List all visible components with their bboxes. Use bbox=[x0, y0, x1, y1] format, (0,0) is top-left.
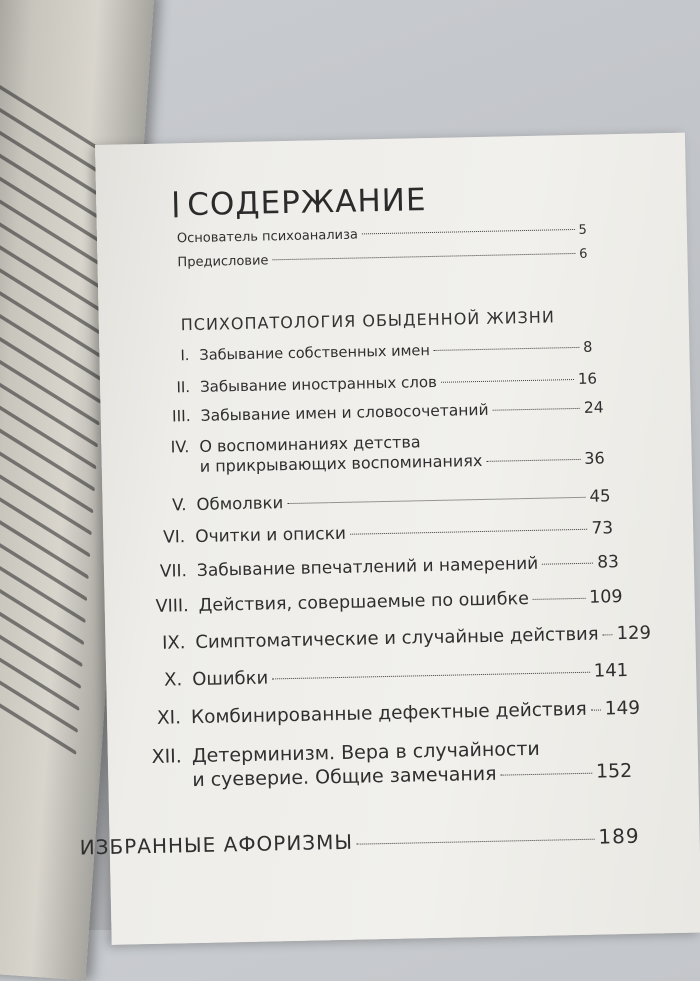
page-number: 36 bbox=[584, 448, 605, 468]
entry-title: Основатель психоанализа bbox=[176, 227, 359, 247]
entry-title: Забывание собственных имен bbox=[199, 343, 431, 364]
entry-title: Комбинированные дефектные действия bbox=[190, 698, 587, 729]
toc-chapter-entry bbox=[142, 486, 610, 515]
chapter-number: I. bbox=[180, 348, 190, 365]
page-number: 141 bbox=[593, 659, 629, 682]
entry-title: ИЗБРАННЫЕ АФОРИЗМЫ bbox=[79, 829, 354, 860]
entry-title: Забывание впечатлений и намерений bbox=[196, 553, 539, 581]
leader-dots bbox=[357, 839, 594, 845]
toc-chapter-entry bbox=[98, 736, 633, 795]
entry-title: Действия, совершаемые по ошибке bbox=[198, 589, 530, 616]
page-number: 152 bbox=[595, 759, 633, 783]
chapter-number: VII. bbox=[159, 561, 188, 582]
page-number: 149 bbox=[604, 697, 641, 720]
toc-chapter-entry bbox=[110, 660, 628, 692]
contents-page bbox=[79, 133, 700, 945]
chapter-number: II. bbox=[176, 378, 191, 397]
leader-dots bbox=[591, 710, 601, 711]
leader-dots bbox=[542, 563, 593, 565]
leader-dots bbox=[362, 229, 575, 234]
page-number: 8 bbox=[582, 339, 593, 356]
page-number: 189 bbox=[598, 823, 640, 849]
entry-title: О воспоминаниях детства bbox=[199, 432, 421, 456]
entry-title: Ошибки bbox=[191, 667, 269, 691]
page-number: 16 bbox=[577, 369, 598, 388]
leader-dots bbox=[533, 598, 585, 600]
toc-chapter-entry bbox=[156, 398, 604, 425]
toc-chapter-entry bbox=[129, 552, 619, 582]
chapter-number: V. bbox=[171, 495, 187, 515]
table-of-contents bbox=[79, 133, 700, 945]
toc-chapter-entry bbox=[115, 622, 652, 655]
leader-dots bbox=[272, 672, 590, 680]
entry-title: Обмолвки bbox=[196, 493, 284, 514]
page-heading: СОДЕРЖАНИЕ bbox=[174, 182, 427, 223]
page-number: 6 bbox=[578, 246, 588, 262]
entry-title: Симптоматические и случайные действия bbox=[195, 623, 599, 654]
toc-chapter-entry bbox=[149, 428, 605, 478]
leader-dots bbox=[434, 347, 579, 351]
toc-chapter-entry bbox=[103, 697, 641, 730]
page-number: 73 bbox=[591, 518, 614, 539]
chapter-number: XI. bbox=[156, 707, 182, 729]
chapter-number: IV. bbox=[170, 437, 190, 457]
leader-dots bbox=[493, 408, 580, 411]
leader-dots bbox=[350, 529, 588, 535]
toc-front-entry bbox=[177, 247, 587, 271]
chapter-number: IX. bbox=[161, 632, 186, 654]
leader-dots bbox=[486, 459, 580, 462]
section-title: ПСИХОПАТОЛОГИЯ ОБЫДЕННОЙ ЖИЗНИ bbox=[180, 307, 555, 335]
entry-title: Очитки и описки bbox=[195, 523, 347, 547]
page-number: 5 bbox=[578, 222, 588, 238]
toc-front-entry bbox=[177, 223, 587, 247]
page-number: 24 bbox=[583, 398, 604, 417]
chapter-number: XII. bbox=[151, 745, 183, 768]
page-number: 83 bbox=[597, 552, 620, 573]
leader-dots bbox=[501, 772, 592, 775]
leader-dots bbox=[272, 253, 575, 260]
page-number: 45 bbox=[589, 486, 611, 506]
entry-title: Забывание имен и словосочетаний bbox=[200, 400, 489, 425]
toc-chapter-entry bbox=[135, 518, 613, 548]
chapter-number: III. bbox=[171, 407, 191, 426]
toc-aphorisms-entry bbox=[79, 824, 639, 860]
page-number: 129 bbox=[616, 622, 652, 645]
chapter-number: X. bbox=[163, 669, 183, 691]
chapter-number: VI. bbox=[162, 527, 186, 548]
leader-dots bbox=[603, 634, 613, 635]
toc-chapter-entry bbox=[167, 340, 592, 365]
leader-dots bbox=[287, 497, 585, 504]
entry-title-continued: и суеверие. Общие замечания bbox=[192, 762, 497, 791]
entry-title: Предисловие bbox=[177, 253, 269, 271]
entry-title-continued: и прикрывающих воспоминаниях bbox=[199, 450, 483, 476]
entry-title: Забывание иностранных слов bbox=[199, 372, 438, 396]
toc-chapter-entry bbox=[162, 370, 597, 397]
chapter-number: VIII. bbox=[155, 596, 189, 617]
entry-title: Детерминизм. Вера в случайности bbox=[191, 737, 540, 768]
toc-chapter-entry bbox=[122, 587, 622, 617]
page-number: 109 bbox=[588, 587, 623, 608]
leader-dots bbox=[441, 379, 574, 383]
